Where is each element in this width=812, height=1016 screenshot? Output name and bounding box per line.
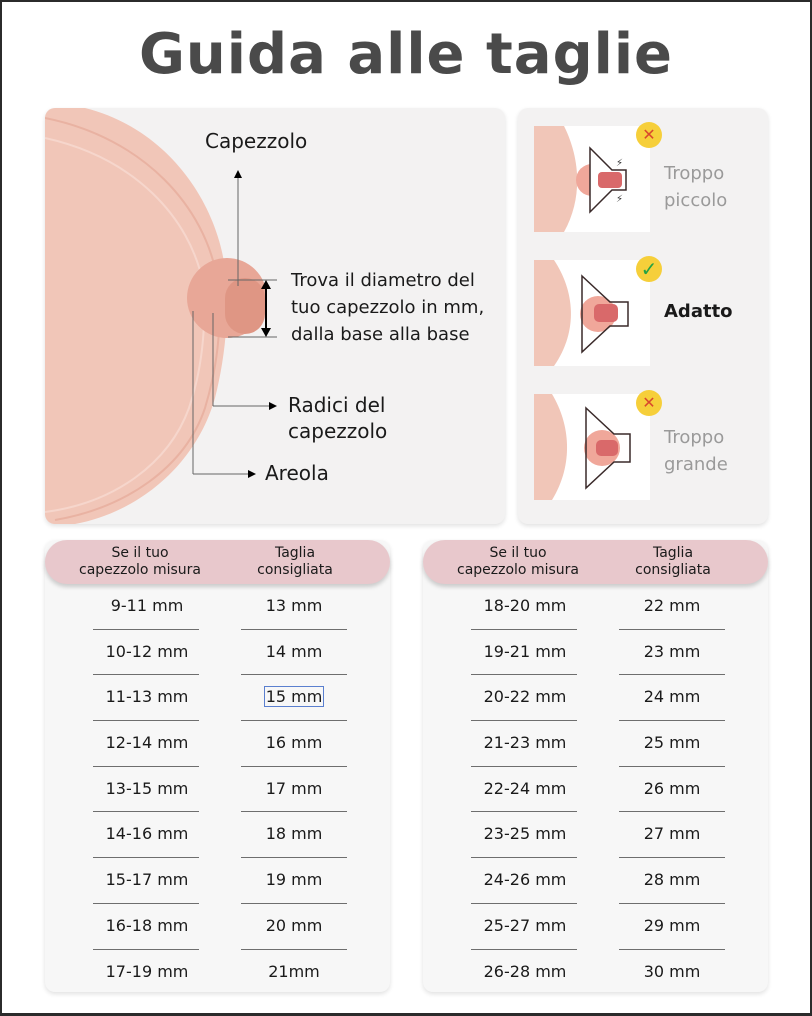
table-row xyxy=(423,950,768,996)
recommended-size-cell: 19 mm xyxy=(265,870,323,890)
nipple-measure-cell: 22-24 mm xyxy=(483,778,567,798)
good-fit-illustration xyxy=(534,260,650,366)
anatomy-panel xyxy=(45,108,505,524)
recommended-size-cell: 13 mm xyxy=(265,596,323,615)
header-measure xyxy=(443,545,593,579)
nipple-measure-cell: 9-11 mm xyxy=(110,596,184,615)
nipple-measure-cell: 23-25 mm xyxy=(483,824,567,844)
nipple-measure-cell: 16-18 mm xyxy=(105,915,189,935)
recommended-size-cell: 23 mm xyxy=(643,641,701,661)
header-line: Taglia consigliata xyxy=(635,545,711,578)
instruction-text xyxy=(291,267,484,348)
recommended-size-cell: 21mm xyxy=(268,961,320,981)
fit-good xyxy=(534,257,764,366)
fit-label-good: Adatto xyxy=(664,301,733,322)
nipple-label: Capezzolo xyxy=(205,129,308,153)
table-row xyxy=(45,584,390,630)
table-rows xyxy=(423,584,768,995)
table-row xyxy=(45,630,390,676)
fit-label-line: grande xyxy=(664,454,728,475)
recommended-size-cell: 20 mm xyxy=(265,915,323,935)
nipple-measure-cell: 17-19 mm xyxy=(105,961,189,981)
header-size xyxy=(220,545,370,579)
svg-text:⚡: ⚡ xyxy=(616,194,624,205)
recommended-size-cell: 25 mm xyxy=(643,733,701,753)
x-icon: ✕ xyxy=(636,390,662,416)
nipple-measure-cell: 25-27 mm xyxy=(483,915,567,935)
table-row xyxy=(45,812,390,858)
x-icon: ✕ xyxy=(636,122,662,148)
table-row xyxy=(45,904,390,950)
recommended-size-cell: 27 mm xyxy=(643,824,701,844)
nipple-measure-cell: 14-16 mm xyxy=(105,824,189,844)
header-measure xyxy=(65,545,215,579)
fit-label-too-big xyxy=(664,424,728,478)
table-row xyxy=(45,675,390,721)
header-line: Taglia consigliata xyxy=(257,545,333,578)
fit-too-big xyxy=(534,394,764,500)
nipple-measure-cell: 20-22 mm xyxy=(483,687,567,707)
recommended-size-cell: 30 mm xyxy=(643,961,701,981)
table-row xyxy=(423,721,768,767)
header-line: Se il tuo capezzolo misura xyxy=(457,545,579,578)
nipple-roots-label xyxy=(288,392,387,444)
recommended-size-cell: 16 mm xyxy=(265,733,323,753)
recommended-size-cell: 29 mm xyxy=(643,915,701,935)
areola-label: Areola xyxy=(265,461,329,485)
too-small-illustration xyxy=(534,126,650,232)
svg-text:⚡: ⚡ xyxy=(616,158,624,169)
fit-label-line: piccolo xyxy=(664,190,728,211)
fit-examples-panel xyxy=(518,108,768,524)
nipple-measure-cell: 19-21 mm xyxy=(483,641,567,661)
nipple-measure-cell: 26-28 mm xyxy=(483,961,567,981)
recommended-size-cell: 22 mm xyxy=(643,596,701,615)
instruction-line: dalla base alla base xyxy=(291,324,470,345)
table-row xyxy=(423,904,768,950)
nipple-measure-cell: 21-23 mm xyxy=(483,733,567,753)
recommended-size-cell: 18 mm xyxy=(265,824,323,844)
fit-label-line: Troppo xyxy=(664,163,725,184)
nipple-measure-cell: 10-12 mm xyxy=(105,641,189,661)
fit-too-small xyxy=(534,126,764,232)
instruction-line: Trova il diametro del xyxy=(291,270,475,291)
nipple-measure-cell: 13-15 mm xyxy=(105,778,189,798)
nipple-measure-cell: 12-14 mm xyxy=(105,733,189,753)
table-row xyxy=(423,675,768,721)
nipple-measure-cell: 15-17 mm xyxy=(105,870,189,890)
check-icon: ✓ xyxy=(636,256,662,282)
table-header xyxy=(423,540,768,584)
table-row xyxy=(423,630,768,676)
fit-label-too-small xyxy=(664,160,727,214)
recommended-size-cell: 26 mm xyxy=(643,778,701,798)
recommended-size-cell: 28 mm xyxy=(643,870,701,890)
recommended-size-cell: 24 mm xyxy=(643,687,701,707)
table-row xyxy=(45,950,390,996)
table-rows xyxy=(45,584,390,995)
too-big-illustration xyxy=(534,394,650,500)
recommended-size-cell: 14 mm xyxy=(265,641,323,661)
nipple-measure-cell: 24-26 mm xyxy=(483,870,567,890)
selected-size-text: 15 mm xyxy=(265,687,323,707)
nipple-measure-cell: 18-20 mm xyxy=(483,596,567,615)
instruction-line: tuo capezzolo in mm, xyxy=(291,297,485,318)
nipple-measure-cell: 11-13 mm xyxy=(105,687,189,707)
table-row xyxy=(423,812,768,858)
table-row xyxy=(45,858,390,904)
size-table-left xyxy=(45,540,390,992)
roots-line: Radici del xyxy=(288,393,386,417)
fit-label-line: Troppo xyxy=(664,427,725,448)
table-header xyxy=(45,540,390,584)
table-row xyxy=(423,584,768,630)
page-title: Guida alle taglie xyxy=(138,22,674,87)
table-row xyxy=(45,721,390,767)
header-size xyxy=(598,545,748,579)
recommended-size-cell xyxy=(240,687,348,706)
size-table-right xyxy=(423,540,768,992)
table-row xyxy=(423,767,768,813)
roots-line: capezzolo xyxy=(288,419,388,443)
table-row xyxy=(45,767,390,813)
recommended-size-cell: 17 mm xyxy=(265,778,323,798)
header-line: Se il tuo capezzolo misura xyxy=(79,545,201,578)
table-row xyxy=(423,858,768,904)
